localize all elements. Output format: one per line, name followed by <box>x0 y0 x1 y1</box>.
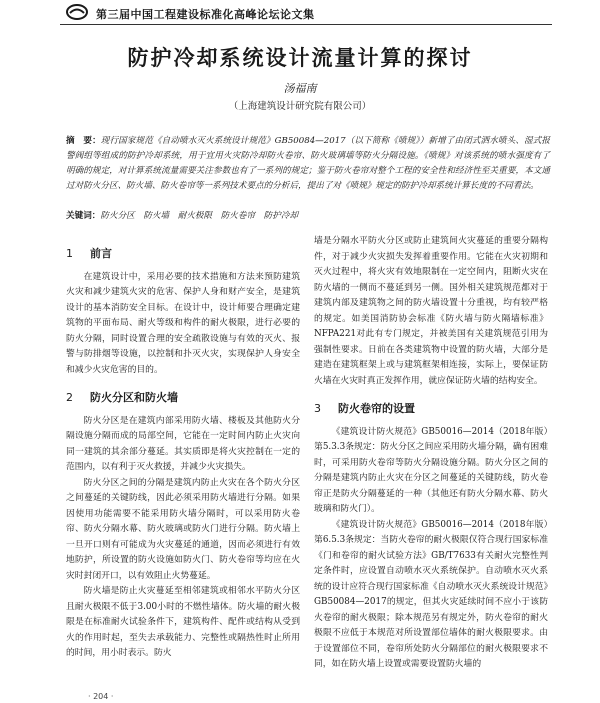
keywords-text: 防火分区 防火墙 耐火极限 防火卷帘 防护冷却 <box>100 211 299 221</box>
paragraph: 防火墙是防止火灾蔓延至相邻建筑或相邻水平防火分区且耐火极限不低于3.00小时的不燃性墙体。防火墙的耐火极限是在标准耐火试验条件下，建筑构件、配件或结构从受到火的作用时起，至失去承载能力、完整性或隔热性时止所用的时间，用小时表示。防火 <box>66 586 300 658</box>
section-title: 前言 <box>90 247 112 260</box>
paragraph: 防火分区是在建筑内部采用防火墙、楼板及其他防火分隔设施分隔而成的局部空间，它能在一定时间内防止火灾向同一建筑的其余部分蔓延。其实质即是将火灾控制在一定的范围内，以有利于灭火救援，并减少火灾损失。 <box>66 415 300 472</box>
section-number: 2 <box>66 391 73 404</box>
left-column <box>66 240 300 662</box>
section-title: 防火卷帘的设置 <box>338 402 415 415</box>
paper-author: 汤福南 <box>283 82 317 95</box>
section-number: 3 <box>314 402 321 415</box>
paragraph: 墙是分隔水平防火分区或防止建筑间火灾蔓延的重要分隔构件，对于减少火灾损失发挥着重要作用。它能在火灾初期和灭火过程中，将火灾有效地限制在一定空间内，阻断火灾在防火墙的一侧而不蔓延到另一侧。国外相关建筑规范都对于建筑内部及建筑物之间的防火墙设置十分重视，均有较严格的规定。如美国消防协会标准《防火墙与防火隔墙标准》NFPA221对此有专门规定，并被美国有关建筑规范引用为强制性要求。日前在各类建筑物中设置的防火墙，大部分是建造在建筑框架上或与建筑框架相连接，实际上，要保证防火墙在火灾时真正发挥作用，就应保证防火墙的结构安全。 <box>314 236 548 386</box>
paragraph: 《建筑设计防火规范》GB50016—2014（2018年版）第6.5.3条规定：当防火卷帘的耐火极限仅符合现行国家标准《门和卷帘的耐火试验方法》GB/T7633有关耐火完整性判定条件时，应设置自动喷水灭火系统保护。自动喷水灭火系统的设计应符合现行国家标准《自动喷水灭火系统设计规范》GB50084—2017的规定，但其火灾延续时间不应小于该防火卷帘的耐火极限；除本规范另有规定外，防火卷帘的耐火极限不应低于本规范对所设置部位墙体的耐火极限要求。由于设置部位不同，卷帘所处防火分隔部位的耐火极限要求不同，如在防火墙上设置或需要设置防火墙的 <box>314 519 548 669</box>
header-divider <box>60 24 552 25</box>
abstract-label: 摘 要： <box>66 136 101 146</box>
section-heading <box>314 401 548 417</box>
paper-title: 防护冷却系统设计流量计算的探讨 <box>127 46 473 70</box>
abstract <box>66 134 550 194</box>
paragraph: 防火分区之间的分隔是建筑内防止火灾在各个防火分区之间蔓延的关键防线，因此必须采用防火墙进行分隔。如果因使用功能需要不能采用防火墙分隔时，可以采用防火卷帘、防火分隔水幕、防火玻璃或防火门进行分隔。防火墙上一旦开口则有可能成为火灾蔓延的通道，因而必须进行有效地防护，所设置的防火设施如防火门、防火卷帘等均应在火灾时封闭开口，以有效阻止火势蔓延。 <box>66 477 300 581</box>
section-title: 防火分区和防火墙 <box>90 391 178 404</box>
journal-logo-icon <box>66 4 88 20</box>
section-heading <box>66 390 300 406</box>
paper-affiliation: （上海建筑设计研究院有限公司） <box>228 101 372 112</box>
abstract-text: 现行国家规范《自动喷水灭火系统设计规范》GB50084—2017（以下简称《喷规》）新增了由闭式洒水喷头、湿式报警阀组等组成的防护冷却系统，用于宜用火灾防冷却防火卷帘、防火玻璃墙等防火分隔设施。《喷规》对该系统的喷水强度有了明确的规定，对计算系统流量需要关注参数也有了一系列的规定；鉴于防火卷帘对整个工程的安全性和经济性至关重要，本文通过对防火分区、防火墙、防火卷帘等一系列技术要点的分析后，提出了对《喷规》规定的防护冷却系统计算长度的不同看法。 <box>66 136 550 191</box>
page-number: · 204 · <box>88 692 114 701</box>
keywords <box>66 209 550 223</box>
section-number: 1 <box>66 247 73 260</box>
journal-title: 第三届中国工程建设标准化高峰论坛论文集 <box>96 8 315 21</box>
paragraph: 《建筑设计防火规范》GB50016—2014（2018年版）第5.3.3条规定：防火分区之间应采用防火墙分隔，确有困难时，可采用防火卷帘等防火分隔设施分隔。防火分区之间的分隔是建筑内防止火灾在分区之间蔓延的关键防线，防火卷帘正是防火分隔蔓延的一种（其他还有防火分隔水幕、防火玻璃和防火门）。 <box>314 426 548 514</box>
keywords-label: 关键词： <box>66 211 101 221</box>
section-heading <box>66 246 300 262</box>
paragraph: 在建筑设计中，采用必要的技术措施和方法来预防建筑火灾和减少建筑火灾的危害、保护人身和财产安全，是建筑设计的基本消防安全目标。在设计中，设计师要合理确定建筑物的平面布局、耐火等级和构件的耐火极限，进行必要的防火分隔，同时设置合理的安全疏散设施与有效的灭火、报警与防排烟等设施，以控制和扑灭火灾，实现保护人身安全和减少火灾危害的目的。 <box>66 271 300 375</box>
journal-header <box>0 0 600 24</box>
right-column <box>314 234 548 673</box>
